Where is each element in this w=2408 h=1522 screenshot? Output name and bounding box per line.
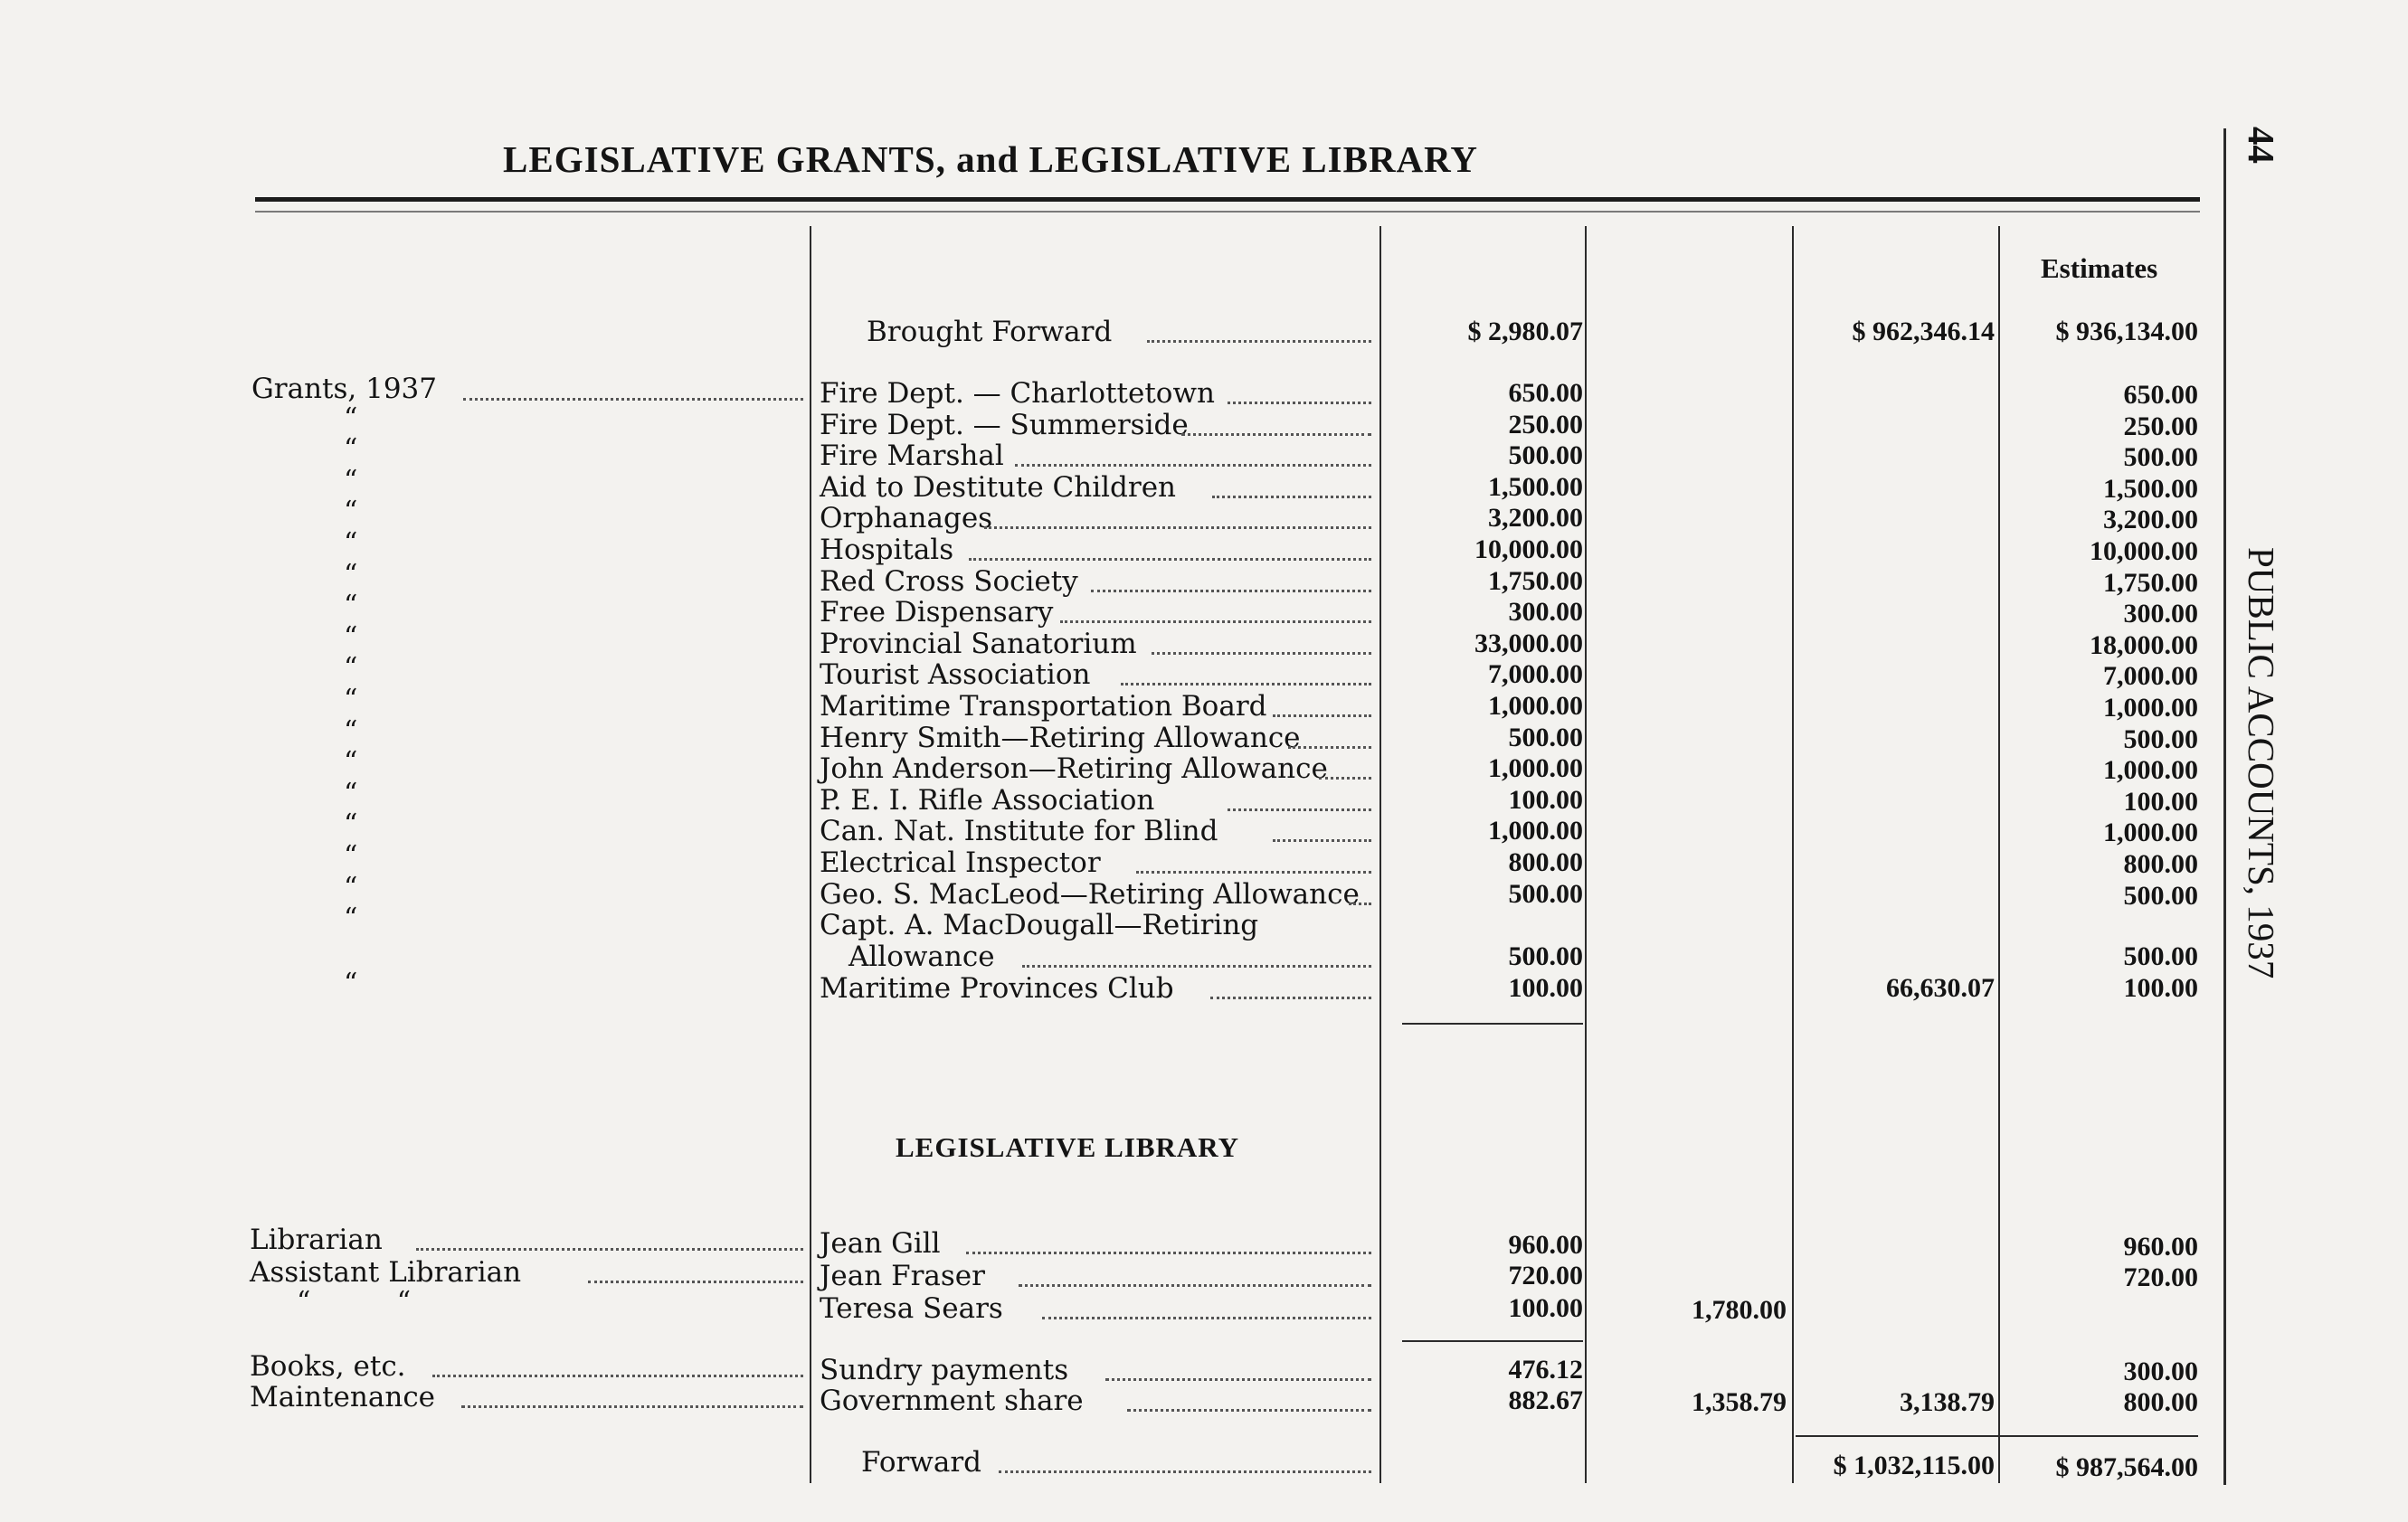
grant-amount: 10,000.00 xyxy=(1474,534,1583,564)
expense-subtotal: 1,358.79 xyxy=(1692,1387,1787,1417)
leader-dots xyxy=(1060,619,1371,623)
grant-name: Can. Nat. Institute for Blind xyxy=(820,815,1218,847)
leader-dots xyxy=(461,1404,803,1408)
expense-name: Government share xyxy=(820,1385,1084,1417)
grant-name: Maritime Provinces Club xyxy=(820,972,1174,1005)
staff-name: Jean Fraser xyxy=(820,1260,985,1292)
ditto-mark: “ xyxy=(344,715,358,747)
leader-dots xyxy=(588,1279,803,1283)
column-rule-estimate xyxy=(1998,226,2000,1483)
grant-amount: 650.00 xyxy=(1508,378,1583,408)
leader-dots xyxy=(1212,494,1371,498)
side-title: PUBLIC ACCOUNTS, 1937 xyxy=(2241,547,2282,979)
grant-name: Hospitals xyxy=(820,534,954,566)
leader-dots xyxy=(1042,1315,1371,1319)
leader-dots xyxy=(1127,1407,1371,1412)
grant-name: Tourist Association xyxy=(820,658,1091,691)
grant-estimate: 800.00 xyxy=(2123,849,2198,879)
leader-dots xyxy=(984,525,1371,529)
expense-estimate: 800.00 xyxy=(2123,1387,2198,1417)
grant-name: Maritime Transportation Board xyxy=(820,690,1267,723)
leader-dots xyxy=(1015,462,1371,467)
staff-estimate: 960.00 xyxy=(2123,1232,2198,1262)
staff-amount: 960.00 xyxy=(1508,1230,1583,1260)
expense-name: Sundry payments xyxy=(820,1354,1069,1386)
leader-dots xyxy=(1019,1282,1371,1287)
ditto-mark: “ xyxy=(344,903,358,934)
title-rule xyxy=(255,197,2200,202)
grant-amount: 1,750.00 xyxy=(1488,566,1583,596)
books-label: Books, etc. xyxy=(250,1350,406,1383)
ditto-mark: “ xyxy=(344,872,358,903)
page-number: 44 xyxy=(2241,127,2282,164)
grant-amount: 3,200.00 xyxy=(1488,503,1583,533)
staff-amount: 100.00 xyxy=(1508,1293,1583,1323)
sum-rule xyxy=(1402,1340,1583,1342)
staff-subtotal: 1,780.00 xyxy=(1692,1295,1787,1325)
ditto-mark: “ xyxy=(344,433,358,465)
grant-estimate: 100.00 xyxy=(2123,973,2198,1003)
ditto-mark: “ xyxy=(344,527,358,559)
ditto-mark: “ xyxy=(344,778,358,809)
leader-dots xyxy=(1319,775,1371,780)
maintenance-label: Maintenance xyxy=(250,1381,436,1413)
grant-amount: 100.00 xyxy=(1508,973,1583,1003)
leader-dots xyxy=(1121,681,1371,685)
leader-dots xyxy=(1228,400,1371,404)
grant-name: Fire Dept. — Summerside xyxy=(820,409,1189,441)
column-rule-subtotal xyxy=(1585,226,1587,1483)
column-rule-total xyxy=(1792,226,1794,1483)
ditto-mark: “ xyxy=(344,684,358,715)
grant-name: Fire Marshal xyxy=(820,440,1004,472)
librarian-label: Librarian xyxy=(250,1224,383,1256)
grant-amount: 33,000.00 xyxy=(1474,629,1583,658)
grant-estimate: 300.00 xyxy=(2123,599,2198,629)
ditto-mark: “ xyxy=(344,840,358,872)
ditto-mark: “ xyxy=(344,590,358,621)
sum-rule xyxy=(1796,1435,2198,1437)
grant-amount: 1,000.00 xyxy=(1488,691,1583,721)
leader-dots xyxy=(1152,650,1371,655)
leader-dots xyxy=(463,396,803,401)
grant-estimate: 500.00 xyxy=(2123,724,2198,754)
grant-amount: 100.00 xyxy=(1508,785,1583,815)
leader-dots xyxy=(999,1469,1371,1473)
grant-name: Fire Dept. — Charlottetown xyxy=(820,377,1215,410)
grant-estimate: 500.00 xyxy=(2123,941,2198,971)
grant-name: Orphanages xyxy=(820,502,993,534)
page-title: LEGISLATIVE GRANTS, and LEGISLATIVE LIBRARY xyxy=(503,138,1478,180)
grant-amount: 800.00 xyxy=(1508,847,1583,877)
title-rule-thin xyxy=(255,211,2200,213)
brought-forward-label: Brought Forward xyxy=(867,316,1113,348)
leader-dots xyxy=(432,1373,803,1377)
library-total: 3,138.79 xyxy=(1900,1387,1995,1417)
grant-estimate: 18,000.00 xyxy=(2090,630,2198,660)
assistant-librarian-label: Assistant Librarian xyxy=(250,1256,522,1289)
ditto-mark: “ xyxy=(344,559,358,591)
ditto-mark: “ xyxy=(344,746,358,778)
ditto-mark: “ xyxy=(344,402,358,434)
column-rule-label xyxy=(810,226,811,1483)
grant-name-cont: Allowance xyxy=(848,941,995,973)
grant-amount: 1,000.00 xyxy=(1488,816,1583,846)
expense-amount: 476.12 xyxy=(1508,1355,1583,1385)
library-heading: LEGISLATIVE LIBRARY xyxy=(896,1131,1239,1163)
ditto-mark: “ xyxy=(344,808,358,840)
grants-total: 66,630.07 xyxy=(1886,973,1995,1003)
grant-estimate: 10,000.00 xyxy=(2090,536,2198,566)
leader-dots xyxy=(1273,837,1371,842)
leader-dots xyxy=(1228,807,1371,811)
ditto-mark: “ xyxy=(344,968,358,999)
brought-forward-amount: $ 2,980.07 xyxy=(1467,317,1583,346)
leader-dots xyxy=(1210,995,1371,999)
grant-name: Provincial Sanatorium xyxy=(820,628,1137,660)
grant-estimate: 250.00 xyxy=(2123,411,2198,441)
expense-amount: 882.67 xyxy=(1508,1385,1583,1415)
leader-dots xyxy=(416,1246,803,1251)
ditto-mark: “ xyxy=(344,621,358,653)
leader-dots xyxy=(1349,901,1371,905)
grant-name: Capt. A. MacDougall—Retiring xyxy=(820,909,1259,941)
forward-estimate: $ 987,564.00 xyxy=(2055,1452,2198,1482)
leader-dots xyxy=(1273,713,1371,717)
brought-forward-total: $ 962,346.14 xyxy=(1852,317,1995,346)
grant-amount: 500.00 xyxy=(1508,941,1583,971)
grant-name: Electrical Inspector xyxy=(820,846,1101,879)
grant-amount: 1,500.00 xyxy=(1488,472,1583,502)
staff-name: Teresa Sears xyxy=(820,1292,1003,1325)
staff-estimate: 720.00 xyxy=(2123,1262,2198,1292)
leader-dots xyxy=(1022,963,1371,968)
grant-name: Geo. S. MacLeod—Retiring Allowance xyxy=(820,878,1360,911)
grant-amount: 1,000.00 xyxy=(1488,753,1583,783)
leader-dots xyxy=(1181,431,1371,436)
ditto-marks: “ “ xyxy=(297,1286,412,1318)
grants-heading: Grants, 1937 xyxy=(251,373,437,405)
leader-dots xyxy=(1091,588,1371,592)
column-rule-amount xyxy=(1379,226,1381,1483)
sum-rule xyxy=(1402,1023,1583,1025)
grant-name: John Anderson—Retiring Allowance xyxy=(820,752,1328,785)
grant-estimate: 3,200.00 xyxy=(2103,505,2198,534)
grant-amount: 500.00 xyxy=(1508,723,1583,752)
grant-amount: 7,000.00 xyxy=(1488,659,1583,689)
grant-amount: 500.00 xyxy=(1508,879,1583,909)
grant-name: Henry Smith—Retiring Allowance xyxy=(820,722,1301,754)
leader-dots xyxy=(1105,1376,1371,1381)
grant-estimate: 1,000.00 xyxy=(2103,755,2198,785)
grant-name: P. E. I. Rifle Association xyxy=(820,784,1155,817)
grant-estimate: 1,000.00 xyxy=(2103,693,2198,723)
staff-name: Jean Gill xyxy=(820,1227,941,1260)
leader-dots xyxy=(966,1250,1371,1254)
grant-name: Red Cross Society xyxy=(820,565,1078,598)
ditto-mark: “ xyxy=(344,465,358,496)
grant-amount: 300.00 xyxy=(1508,597,1583,627)
staff-amount: 720.00 xyxy=(1508,1261,1583,1290)
grant-estimate: 7,000.00 xyxy=(2103,661,2198,691)
margin-rule xyxy=(2223,128,2226,1485)
grant-name: Aid to Destitute Children xyxy=(820,471,1177,504)
estimates-header: Estimates xyxy=(2041,252,2158,284)
ditto-mark: “ xyxy=(344,652,358,684)
grant-amount: 250.00 xyxy=(1508,410,1583,440)
grant-estimate: 1,750.00 xyxy=(2103,568,2198,598)
grant-estimate: 1,000.00 xyxy=(2103,818,2198,847)
grant-estimate: 500.00 xyxy=(2123,442,2198,472)
forward-total: $ 1,032,115.00 xyxy=(1833,1451,1995,1480)
grant-estimate: 500.00 xyxy=(2123,881,2198,911)
leader-dots xyxy=(1147,338,1371,343)
grant-name: Free Dispensary xyxy=(820,596,1054,629)
brought-forward-estimate: $ 936,134.00 xyxy=(2055,317,2198,346)
leader-dots xyxy=(969,556,1371,561)
grant-estimate: 1,500.00 xyxy=(2103,474,2198,504)
ditto-mark: “ xyxy=(344,496,358,527)
grant-estimate: 650.00 xyxy=(2123,380,2198,410)
leader-dots xyxy=(1288,744,1371,749)
grant-amount: 500.00 xyxy=(1508,440,1583,470)
expense-estimate: 300.00 xyxy=(2123,1357,2198,1386)
leader-dots xyxy=(1136,869,1371,874)
forward-label: Forward xyxy=(861,1446,981,1479)
grant-estimate: 100.00 xyxy=(2123,787,2198,817)
